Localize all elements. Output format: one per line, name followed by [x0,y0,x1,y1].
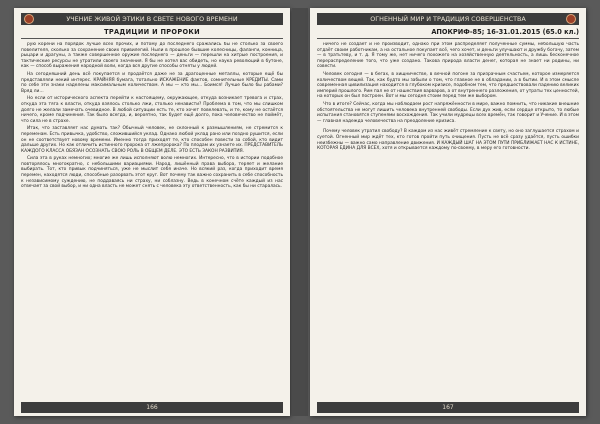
paragraph: Итак, что заставляет нас думать так? Обычный человек, не склонный к размышлениям, не стремится к переменам. Есть привычка, удобство, сложившийся уклад. Однако любой уклад рано или поздно рушится, если он не соответствует новому времени. Именно тогда приходят те, кто способен повести за собой, кто видит дальше других. Но как отличить истинного пророка от лжепророка? По плодам их узнаете их. ПРЕДСТАВИТЕЛЬ КАЖДОГО КЛАССА ОБЯЗАН ОСОЗНАТЬ СВОЮ РОЛЬ В ОБЩЕМ ДЕЛЕ. ЭТО ЕСТЬ ЗАКОН РАЗВИТИЯ. [21,126,283,154]
paragraph: Человек сегодня — в бегах, в хищничестве, в вечной погоне за призрачным счастьем, которое измеряется количеством вещей. Так, как будто мы забыли о том, что главное не в обладании, а в бытии. И в этом смысле современная цивилизация находится в глубоком кризисе, подобном тем, что предшествовали падению великих империй прошлого. Рим пал не от нашествия варваров, а от внутреннего разложения, от утраты тех ценностей, на которых он был построен. Вот и мы сегодня стоим перед тем же выбором. [317,71,579,100]
paragraph: ничего не создаёт и не производит, однако при этом распределяет полученные суммы, небольшую часть отдаёт своим работникам, а на остальное покупает всё, чего хочет, и деньги улучшают и дружбу богачу, затем — в тратьтеву, и т. д. Я тому же, нет ничего похожего на хозяйственную деятельность, а лишь бесконечное перераспределение того, что уже создано. Такова природа власти денег, которая не знает ни родины, ни совести. [317,42,579,70]
right-header-title: ОГНЕННЫЙ МИР И ТРАДИЦИЯ СОВЕРШЕНСТВА [370,15,526,23]
emblem-icon [566,14,576,24]
right-page-number: 167 [317,402,579,413]
book-spine [292,8,308,416]
emblem-icon [24,14,34,24]
left-page-number: 166 [21,402,283,413]
left-running-header [21,13,283,25]
left-page [14,8,290,416]
left-section-title: ТРАДИЦИИ И ПРОРОКИ [104,28,200,36]
paragraph: Но если от исторического аспекта перейти к настоящему, окружающее, откуда возникает тревога и страх, откуда эта тяга к власти, откуда взялось столько лжи, столько ненависти? Проблема в том, что мы слишком долго не желали замечать очевидное. В любой ситуации есть те, кто хочет повелевать, и те, кому не остаётся ничего, кроме подчинения. Так было всегда, и, вероятно, так будет ещё долго, пока человечество не поймёт, что сила не в страхе. [21,96,283,124]
right-divider [317,38,579,39]
right-page [310,8,586,416]
paragraph: Почему человек утратил свободу? В каждом из нас живёт стремление к свету, но оно заглушается страхом и суетой. Огненный мир ждёт тех, кто готов пройти путь очищения. Пусть не всё сразу удаётся, пусть ошибки неизбежны — важно само направление движения. И КАЖДЫЙ ШАГ НА ЭТОМ ПУТИ ПРИБЛИЖАЕТ НАС К ИСТИНЕ, КОТОРАЯ ЕДИНА ДЛЯ ВСЕХ, хотя и открывается каждому по-своему, в меру его готовности. [317,129,579,152]
paragraph: На сегодняшний день всё покупается и продаётся даже не за драгоценные металлы, которые ещё бы представляли некий интерес. КРАЙНЯЯ бумага, тотально ИСКАЖЕНИЕ фактов, сомнительные КРЕДИТЫ. Сами по себе эти знаки наделены максимальным количеством. А мы — кто мы… Боимся! Лучше было бы рабами? Вряд ли… [21,71,283,94]
left-divider [21,38,283,39]
paragraph: рую корени на порядок лучше всех прочих, и потому до последнего сражались бы не столько за своего повелителя, сколько за сохранение своих привилегий. Ныли в прошлое бывшие колесницы, фаланги, конница, рыцари и драгуны, а также совершенное оружие последнего — деньги — перешли на хитрые построения, и тактические ресурсы не утратили своего значения. Я бы не хотел вас обидеть, но наука революций в бутоне, как — способ выражения народной воли, когда вся другие способы отняты у людей. [21,42,283,70]
paragraph: Что в итоге? Сейчас, когда мы наблюдаем рост напряжённости в мире, важно помнить, что никакие внешние обстоятельства не могут лишить человека внутренней свободы. Если дух жив, если сердце открыто, то любые испытания становятся ступенями восхождения. Так учили мудрецы всех времён, так говорит и Учение. И в этом — главная надежда человечества на преодоление кризиса. [317,101,579,124]
right-section-title: АПОКРИФ-85; 16-31.01.2015 (65.0 кл.) [431,28,579,36]
right-body-text [317,42,579,398]
paragraph: Сила эта в руках немногих; многие же лишь исполняют волю немногих. Интересно, что в истории подобное повторялось многократно, с небольшими вариациями. Народ, лишённый права выбора, теряет и желание выбирать. Тот, кто привык подчиняться, уже не мыслит себя иначе. Но всякий раз, когда приходит время перемен, находятся люди, способные разорвать этот круг. Вот почему так важно сохранить в себе способность к независимому суждению, не поддаваясь ни страху, ни соблазну. Ведь в конечном счёте каждый из нас отвечает за свой выбор, и ни одна власть не может снять с человека эту ответственность, как бы ни старалась. [21,156,283,190]
left-body-text [21,42,283,398]
right-running-header [317,13,579,25]
left-header-title: УЧЕНИЕ ЖИВОЙ ЭТИКИ В СВЕТЕ НОВОГО ВРЕМЕНИ [66,15,238,23]
